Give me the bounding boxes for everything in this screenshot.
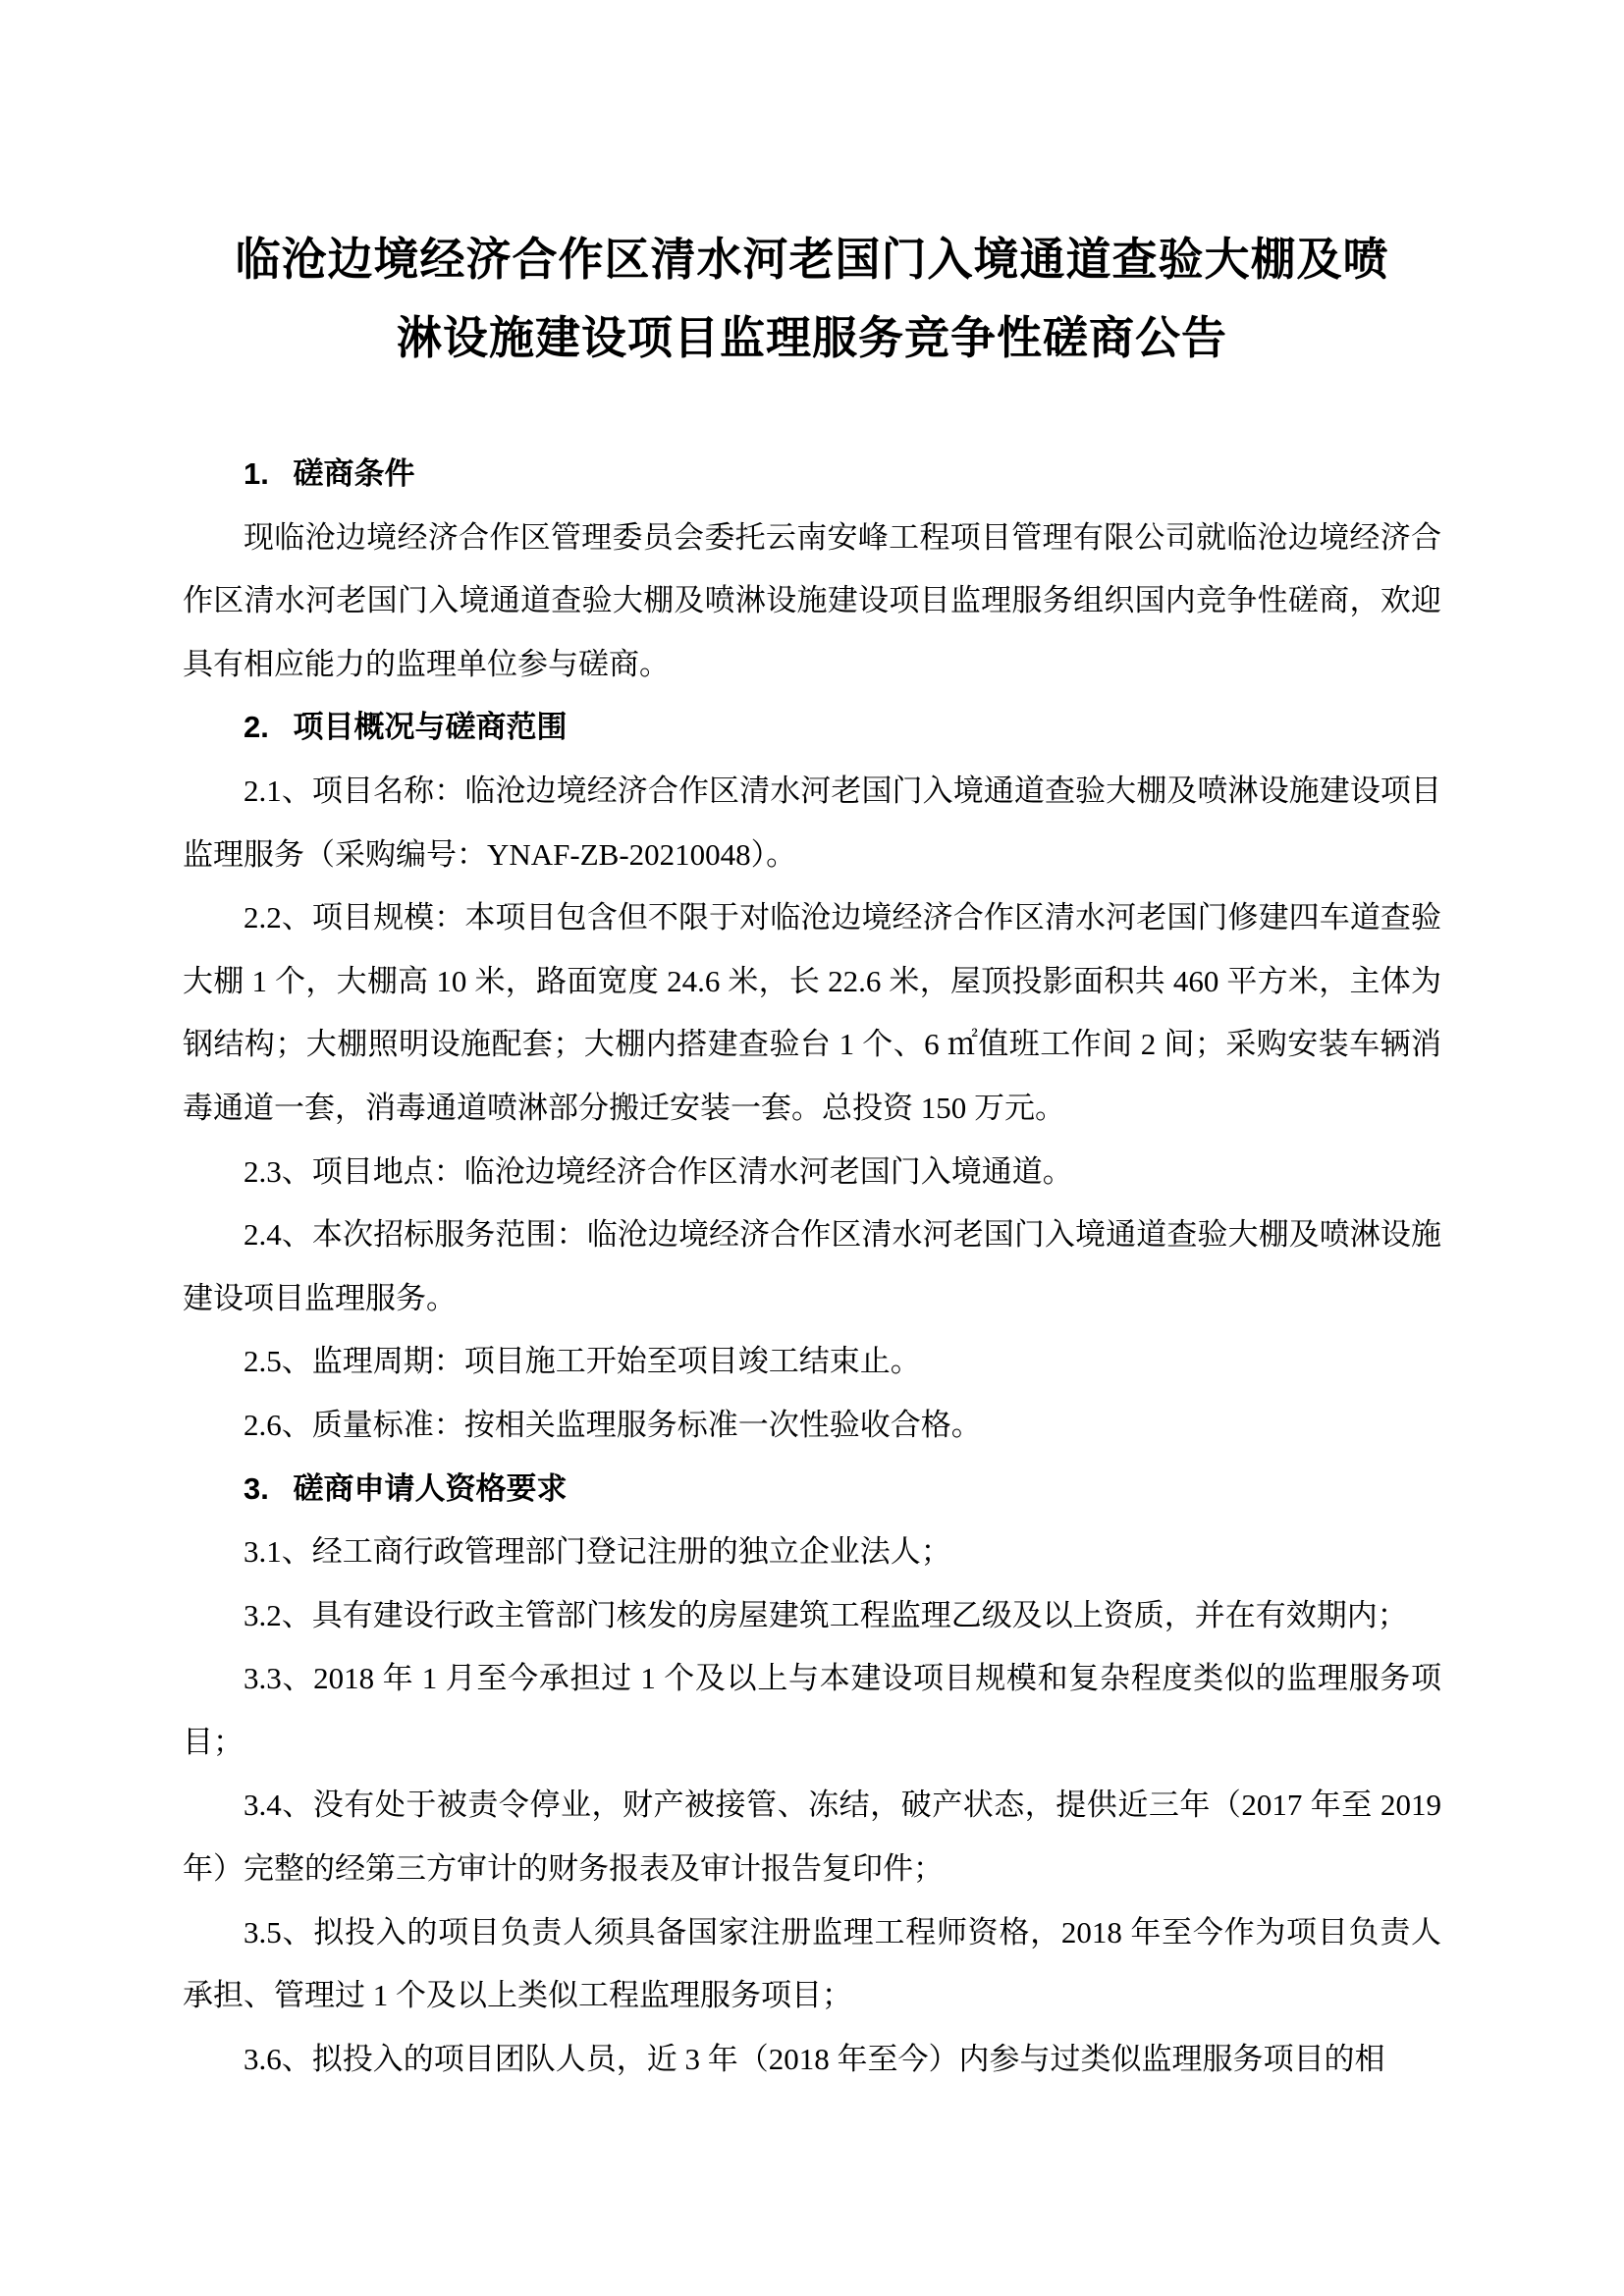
section-2-paragraph-6: 2.6、质量标准：按相关监理服务标准一次性验收合格。 [244, 1407, 982, 1442]
section-2-paragraph-5: 2.5、监理周期：项目施工开始至项目竣工结束止。 [244, 1344, 921, 1379]
title-line-2: 淋设施建设项目监理服务竞争性磋商公告 [397, 313, 1227, 363]
title-line-1: 临沧边境经济合作区清水河老国门入境通道查验大棚及喷 [235, 235, 1389, 285]
section-2-paragraph-2: 2.2、项目规模：本项目包含但不限于对临沧边境经济合作区清水河老国门修建四车道查验大棚 1 个，大棚高 10 米，路面宽度 24.6 米，长 22.6 米，屋顶投影面积共 460 平方米，主体为钢结构；大棚照明设施配套；大棚内搭建查验台 1 个、6 ㎡值班工作间 2 间；采购安装车辆消毒通道一套，消毒通道喷淋部分搬迁安装一套。总投资 150 万元。 [183, 900, 1441, 1125]
section-1-heading [183, 443, 1441, 507]
document-title [183, 221, 1441, 378]
document-body [183, 443, 1441, 2091]
section-1-number: 1. [244, 456, 269, 491]
section-2-title: 项目概况与磋商范围 [293, 710, 568, 745]
section-2-paragraph-1: 2.1、项目名称：临沧边境经济合作区清水河老国门入境通道查验大棚及喷淋设施建设项目监理服务（采购编号：YNAF-ZB-20210048）。 [183, 773, 1441, 872]
section-3-title: 磋商申请人资格要求 [293, 1470, 568, 1506]
section-3-heading [183, 1458, 1441, 1522]
section-2-heading [183, 696, 1441, 760]
section-2-paragraph-3: 2.3、项目地点：临沧边境经济合作区清水河老国门入境通道。 [244, 1153, 1073, 1189]
section-1-title: 磋商条件 [293, 456, 415, 491]
section-3-paragraph-3: 3.3、2018 年 1 月至今承担过 1 个及以上与本建设项目规模和复杂程度类似的监理服务项目； [183, 1661, 1441, 1759]
section-3-paragraph-2: 3.2、具有建设行政主管部门核发的房屋建筑工程监理乙级及以上资质，并在有效期内； [244, 1597, 1408, 1632]
section-3-paragraph-6: 3.6、拟投入的项目团队人员，近 3 年（2018 年至今）内参与过类似监理服务项目的相 [244, 2041, 1385, 2076]
section-3-paragraph-4: 3.4、没有处于被责令停业，财产被接管、冻结，破产状态，提供近三年（2017 年至 2019 年）完整的经第三方审计的财务报表及审计报告复印件； [183, 1788, 1441, 1887]
section-1-paragraph-1: 现临沧边境经济合作区管理委员会委托云南安峰工程项目管理有限公司就临沧边境经济合作区清水河老国门入境通道查验大棚及喷淋设施建设项目监理服务组织国内竞争性磋商，欢迎具有相应能力的监理单位参与磋商。 [183, 519, 1441, 681]
section-3-number: 3. [244, 1470, 269, 1506]
section-2-paragraph-4: 2.4、本次招标服务范围：临沧边境经济合作区清水河老国门入境通道查验大棚及喷淋设施建设项目监理服务。 [183, 1217, 1441, 1315]
section-3-paragraph-1: 3.1、经工商行政管理部门登记注册的独立企业法人； [244, 1534, 951, 1570]
section-2-number: 2. [244, 710, 269, 745]
section-3-paragraph-5: 3.5、拟投入的项目负责人须具备国家注册监理工程师资格，2018 年至今作为项目负责人承担、管理过 1 个及以上类似工程监理服务项目； [183, 1914, 1441, 2013]
